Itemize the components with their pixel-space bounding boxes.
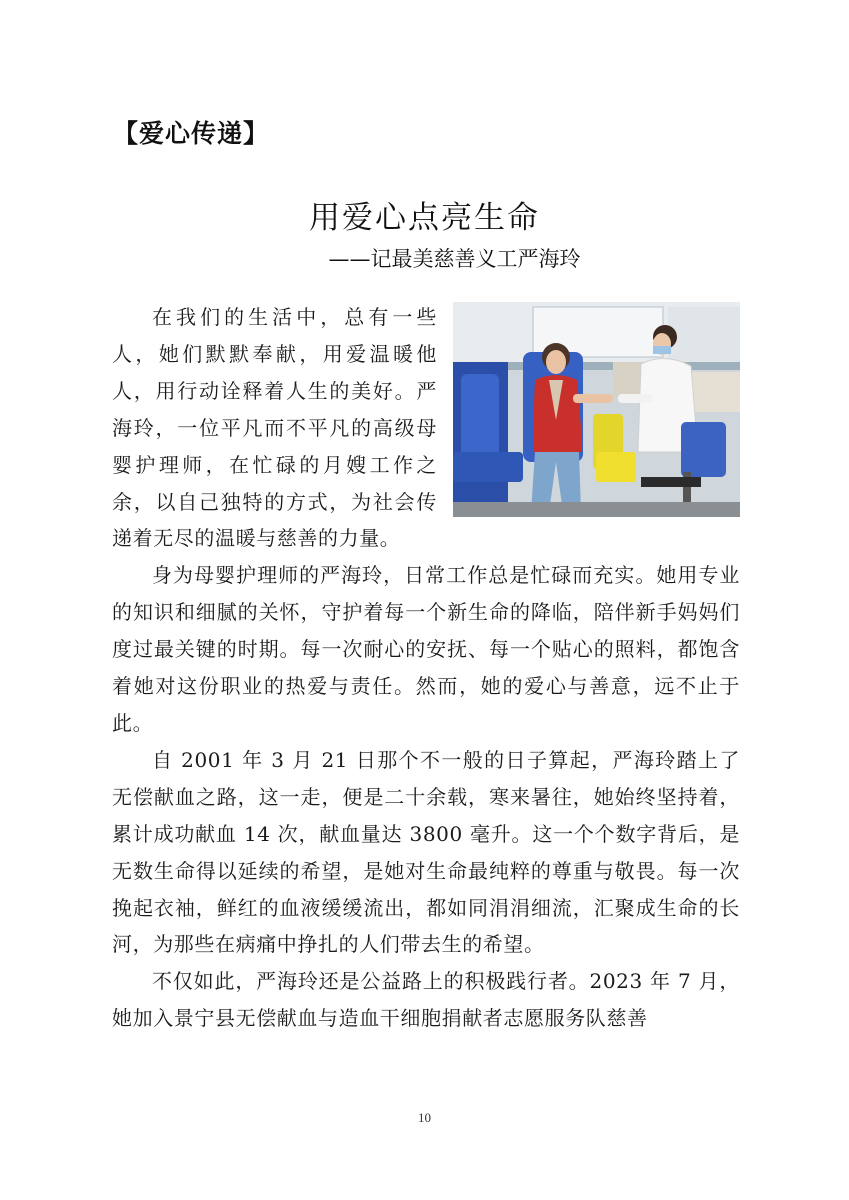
article-subtitle: ——记最美慈善义工严海玲 <box>328 247 581 271</box>
article-body <box>112 299 740 1037</box>
blood-donation-photo <box>453 302 740 517</box>
paragraph-2: 身为母婴护理师的严海玲，日常工作总是忙碌而充实。她用专业的知识和细腻的关怀，守护着每一个新生命的降临，陪伴新手妈妈们度过最关键的时期。每一次耐心的安抚、每一个贴心的照料，都饱含着她对这份职业的热爱与责任。然而，她的爱心与善意，远不止于此。 <box>112 563 740 735</box>
paragraph-1 <box>112 299 740 557</box>
article-title: 用爱心点亮生命 <box>309 200 540 236</box>
page-number: 10 <box>418 1110 431 1125</box>
paragraph-3: 自 2001 年 3 月 21 日那个不一般的日子算起，严海玲踏上了无偿献血之路，这一走，便是二十余载，寒来暑往，她始终坚持着，累计成功献血 14 次，献血量达 3800 毫升。这一个个数字背后，是无数生命得以延续的希望，是她对生命最纯粹的尊重与敬畏。每一次挽起衣袖，鲜红的血液缓缓流出，都如同涓涓细流，汇聚成生命的长河，为那些在病痛中挣扎的人们带去生的希望。 <box>112 747 740 957</box>
paragraph-1-text: 在我们的生活中，总有一些人，她们默默奉献，用爱温暖他人，用行动诠释着人生的美好。严海玲，一位平凡而不平凡的高级母婴护理师，在忙碌的月嫂工作之余，以自己独特的方式，为社会传递着无尽的温暖与慈善的力量。 <box>112 305 437 551</box>
paragraph-4: 不仅如此，严海玲还是公益路上的积极践行者。2023 年 7 月，她加入景宁县无偿献血与造血干细胞捐献者志愿服务队慈善 <box>112 969 740 1031</box>
section-tag: 【爱心传递】 <box>113 119 270 148</box>
